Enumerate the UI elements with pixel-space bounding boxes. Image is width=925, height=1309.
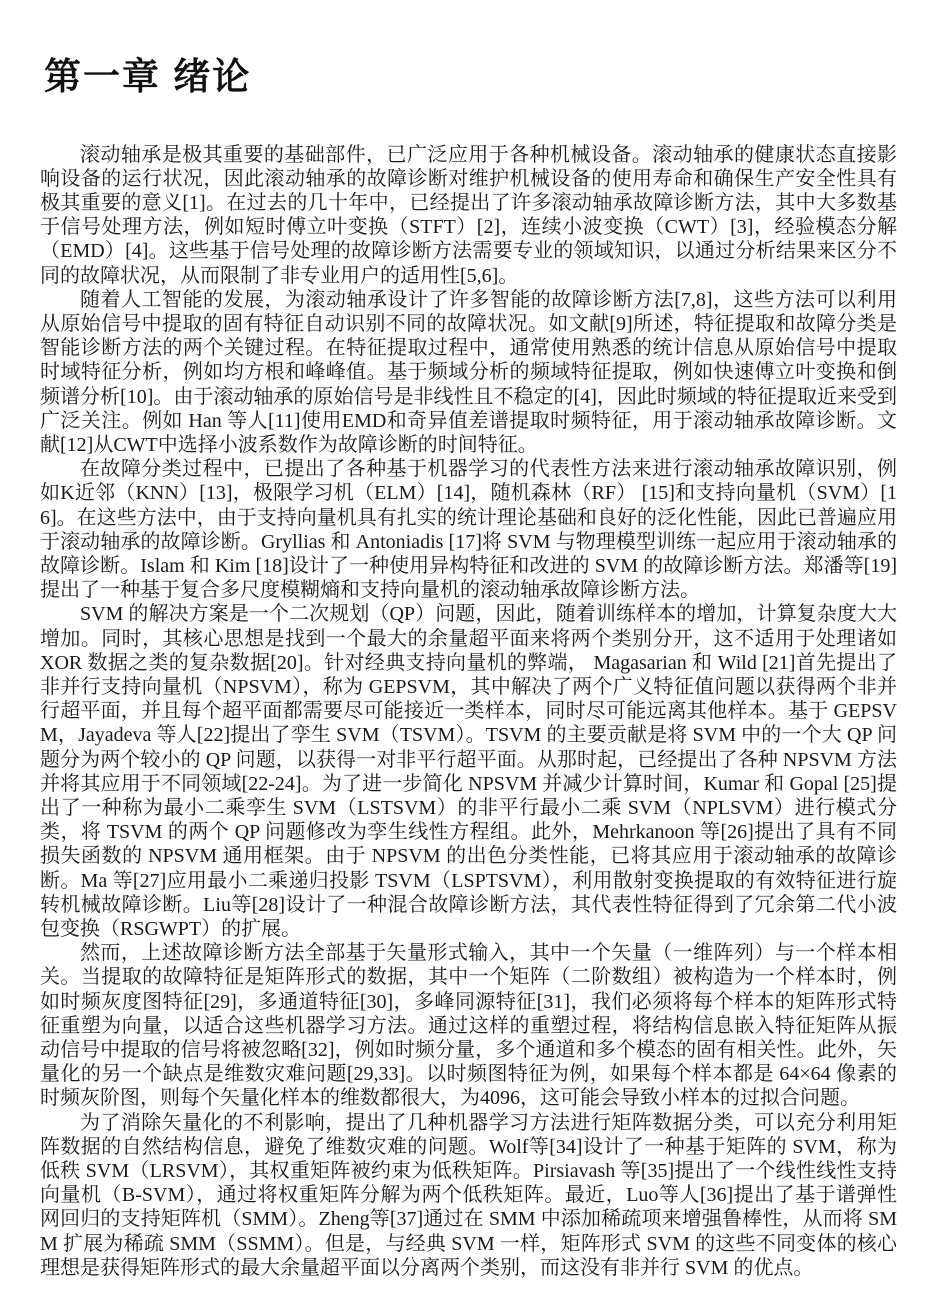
- paragraph-ai-diagnosis: 随着人工智能的发展，为滚动轴承设计了许多智能的故障诊断方法[7,8]，这些方法可以利用从原始信号中提取的固有特征自动识别不同的故障状况。如文献[9]所述，特征提取和故障分类是智能诊断方法的两个关键过程。在特征提取过程中，通常使用熟悉的统计信息从原始信号中提取时域特征分析，例如均方根和峰峰值。基于频域分析的频域特征提取，例如快速傅立叶变换和倒频谱分析[10]。由于滚动轴承的原始信号是非线性且不稳定的[4]，因此时频域的特征提取近来受到广泛关注。例如 Han 等人[11]使用EMD和奇异值差谱提取时频特征，用于滚动轴承故障诊断。文献[12]从CWT中选择小波系数作为故障诊断的时间特征。: [40, 288, 897, 456]
- paragraph-intro-bearings: 滚动轴承是极其重要的基础部件，已广泛应用于各种机械设备。滚动轴承的健康状态直接影响设备的运行状况，因此滚动轴承的故障诊断对维护机械设备的使用寿命和确保生产安全性具有极其重要的意义[1]。在过去的几十年中，已经提出了许多滚动轴承故障诊断方法，其中大多数基于信号处理方法，例如短时傅立叶变换（STFT）[2]，连续小波变换（CWT）[3]，经验模态分解（EMD）[4]。这些基于信号处理的故障诊断方法需要专业的领域知识，以通过分析结果来区分不同的故障状况，从而限制了非专业用户的适用性[5,6]。: [40, 143, 897, 287]
- body-text: [40, 143, 897, 1281]
- paragraph-svm-qp-npsvm: SVM 的解决方案是一个二次规划（QP）问题，因此，随着训练样本的增加，计算复杂度大大增加。同时，其核心思想是找到一个最大的余量超平面来将两个类别分开，这不适用于处理诸如 XOR 数据之类的复杂数据[20]。针对经典支持向量机的弊端， Magasarian 和 Wild [21]首先提出了非并行支持向量机（NPSVM），称为 GEPSVM，其中解决了两个广义特征值问题以获得两个非并行超平面，并且每个超平面都需要尽可能接近一类样本，同时尽可能远离其他样本。基于 GEPSVM，Jayadeva 等人[22]提出了孪生 SVM（TSVM）。TSVM 的主要贡献是将 SVM 中的一个大 QP 问题分为两个较小的 QP 问题，以获得一对非平行超平面。从那时起，已经提出了各种 NPSVM 方法并将其应用于不同领域[22-24]。为了进一步简化 NPSVM 并减少计算时间，Kumar 和 Gopal [25]提出了一种称为最小二乘孪生 SVM（LSTSVM）的非平行最小二乘 SVM（NPLSVM）进行模式分类，将 TSVM 的两个 QP 问题修改为孪生线性方程组。此外，Mehrkanoon 等[26]提出了具有不同损失函数的 NPSVM 通用框架。由于 NPSVM 的出色分类性能，已将其应用于滚动轴承的故障诊断。Ma 等[27]应用最小二乘递归投影 TSVM（LSPTSVM），利用散射变换提取的有效特征进行旋转机械故障诊断。Liu等[28]设计了一种混合故障诊断方法，其代表性特征得到了冗余第二代小波包变换（RSGWPT）的扩展。: [40, 603, 897, 941]
- chapter-title: 第一章 绪论: [44, 56, 252, 97]
- paragraph-vector-input-drawbacks: 然而，上述故障诊断方法全部基于矢量形式输入，其中一个矢量（一维阵列）与一个样本相关。当提取的故障特征是矩阵形式的数据，其中一个矩阵（二阶数组）被构造为一个样本时，例如时频灰度图特征[29]，多通道特征[30]，多峰同源特征[31]，我们必须将每个样本的矩阵形式特征重塑为向量，以适合这些机器学习方法。通过这样的重塑过程，将结构信息嵌入特征矩阵从振动信号中提取的信号将被忽略[32]，例如时频分量，多个通道和多个模态的固有相关性。此外，矢量化的另一个缺点是维数灾难问题[29,33]。以时频图特征为例，如果每个样本都是 64×64 像素的时频灰阶图，则每个矢量化样本的维数都很大，为4096，这可能会导致小样本的过拟合问题。: [40, 942, 897, 1110]
- paragraph-matrix-learning-methods: 为了消除矢量化的不利影响，提出了几种机器学习方法进行矩阵数据分类，可以充分利用矩阵数据的自然结构信息，避免了维数灾难的问题。Wolf等[34]设计了一种基于矩阵的 SVM，称为低秩 SVM（LRSVM），其权重矩阵被约束为低秩矩阵。Pirsiavash 等[35]提出了一个线性线性支持向量机（B-SVM），通过将权重矩阵分解为两个低秩矩阵。最近，Luo等人[36]提出了基于谱弹性网回归的支持矩阵机（SMM）。Zheng等[37]通过在 SMM 中添加稀疏项来增强鲁棒性，从而将 SMM 扩展为稀疏 SMM（SSMM）。但是，与经典 SVM 一样，矩阵形式 SVM 的这些不同变体的核心理想是获得矩阵形式的最大余量超平面以分离两个类别，而这没有非并行 SVM 的优点。: [40, 1111, 897, 1279]
- paragraph-fault-classification: 在故障分类过程中，已提出了各种基于机器学习的代表性方法来进行滚动轴承故障识别，例如K近邻（KNN）[13]，极限学习机（ELM）[14]，随机森林（RF） [15]和支持向量机（SVM）[16]。在这些方法中，由于支持向量机具有扎实的统计理论基础和良好的泛化性能，因此已普遍应用于滚动轴承的故障诊断。Gryllias 和 Antoniadis [17]将 SVM 与物理模型训练一起应用于滚动轴承的故障诊断。Islam 和 Kim [18]设计了一种使用异构特征和改进的 SVM 的故障诊断方法。郑潘等[19]提出了一种基于复合多尺度模糊熵和支持向量机的滚动轴承故障诊断方法。: [40, 458, 897, 602]
